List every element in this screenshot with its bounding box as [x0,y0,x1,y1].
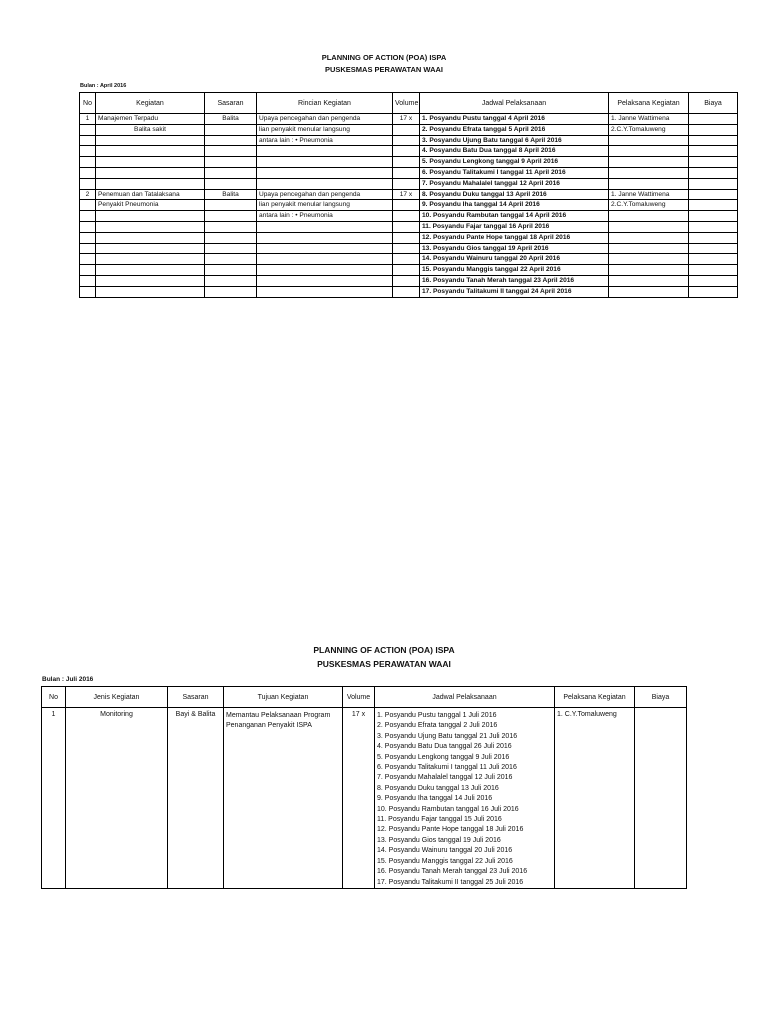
table-row [80,200,738,211]
cell-tujuan [224,708,343,889]
cell-rincian [257,232,393,243]
poa-table-april [79,92,738,298]
cell-pelaksana [609,157,689,168]
schedule-line: 10. Posyandu Rambutan tanggal 16 Juli 2016 [377,805,519,813]
cell-no [80,124,96,135]
cell-no [80,232,96,243]
header-biaya: Biaya [635,687,687,708]
cell-rincian [257,157,393,168]
cell-sasaran [205,135,257,146]
cell-rincian [257,265,393,276]
cell-sasaran [205,211,257,222]
table-row [80,221,738,232]
cell-biaya [689,178,738,189]
cell-biaya [689,146,738,157]
cell-no [80,157,96,168]
cell-jadwal: 6. Posyandu Talitakumi I tanggal 11 April 2016 [420,167,609,178]
cell-jadwal: 9. Posyandu Iha tanggal 14 April 2016 [420,200,609,211]
cell-jadwal: 3. Posyandu Ujung Batu tanggal 6 April 2016 [420,135,609,146]
cell-rincian: antara lain : • Pneumonia [257,135,393,146]
cell-volume [393,275,420,286]
cell-kegiatan [96,157,205,168]
cell-pelaksana [609,265,689,276]
doc1-title: PLANNING OF ACTION (POA) ISPA [321,53,447,62]
cell-pelaksana [609,211,689,222]
schedule-line: 6. Posyandu Talitakumi I tanggal 11 Juli 2016 [377,764,517,772]
schedule-line: 1. Posyandu Pustu tanggal 1 Juli 2016 [377,712,497,719]
cell-no [80,200,96,211]
cell-jadwal: 4. Posyandu Batu Dua tanggal 8 April 2016 [420,146,609,157]
cell-volume [393,254,420,265]
header-sasaran: Sasaran [205,93,257,114]
cell-sasaran [205,254,257,265]
cell-pelaksana: 1. Janne Wattimena [609,189,689,200]
cell-pelaksana [609,254,689,265]
cell-jadwal: 11. Posyandu Fajar tanggal 16 April 2016 [420,221,609,232]
cell-kegiatan: Balita sakit [96,124,205,135]
cell-volume [393,167,420,178]
header-rincian: Rincian Kegiatan [257,93,393,114]
cell-rincian [257,254,393,265]
cell-pelaksana [609,232,689,243]
schedule-line: 14. Posyandu Wainuru tanggal 20 Juli 2016 [377,847,513,855]
table-row [80,124,738,135]
cell-sasaran [205,146,257,157]
cell-biaya [689,265,738,276]
table-header-row [80,93,738,114]
cell-kegiatan: Penemuan dan Tatalaksana [96,189,205,200]
cell-rincian [257,221,393,232]
cell-kegiatan [96,167,205,178]
header-kegiatan: Kegiatan [96,93,205,114]
cell-jadwal: 16. Posyandu Tanah Merah tanggal 23 April 2016 [420,275,609,286]
cell-biaya [689,200,738,211]
cell-biaya [689,254,738,265]
schedule-line: 9. Posyandu Iha tanggal 14 Juli 2016 [377,795,493,803]
table-row [80,114,738,125]
header-tujuan: Tujuan Kegiatan [224,687,343,708]
table-row [80,135,738,146]
cell-rincian: Upaya pencegahan dan pengenda [257,114,393,125]
cell-volume [393,221,420,232]
cell-biaya [689,232,738,243]
cell-jadwal: 10. Posyandu Rambutan tanggal 14 April 2016 [420,211,609,222]
schedule-line: 17. Posyandu Talitakumi II tanggal 25 Juli 2016 [377,878,524,886]
cell-volume [393,135,420,146]
cell-no: 1 [80,114,96,125]
cell-pelaksana [609,221,689,232]
poa-table-juli [41,686,687,889]
doc2-subtitle: PUSKESMAS PERAWATAN WAAI [317,659,451,669]
cell-jadwal: 17. Posyandu Talitakumi II tanggal 24 April 2016 [420,286,609,297]
schedule-line: 8. Posyandu Duku tanggal 13 Juli 2016 [377,784,499,792]
cell-biaya [689,275,738,286]
cell-sasaran [205,178,257,189]
table-row [80,146,738,157]
cell-sasaran [205,275,257,286]
doc1-month-label: Bulan : April 2016 [80,83,127,89]
cell-kegiatan [96,232,205,243]
header-biaya: Biaya [689,93,738,114]
header-volume: Volume [393,93,420,114]
cell-sasaran [205,221,257,232]
cell-volume: 17 x [393,189,420,200]
cell-kegiatan: Penyakit Pneumonia [96,200,205,211]
schedule-line: 11. Posyandu Fajar tanggal 15 Juli 2016 [377,816,502,824]
cell-jadwal: 13. Posyandu Gios tanggal 19 April 2016 [420,243,609,254]
cell-pelaksana [609,286,689,297]
cell-volume: 17 x [343,708,375,889]
cell-biaya [689,286,738,297]
cell-no [80,254,96,265]
cell-no [80,135,96,146]
cell-volume [393,211,420,222]
cell-volume [393,200,420,211]
header-no: No [80,93,96,114]
cell-jadwal: 5. Posyandu Lengkong tanggal 9 April 2016 [420,157,609,168]
cell-kegiatan [96,243,205,254]
header-pelaksana: Pelaksana Kegiatan [609,93,689,114]
schedule-line: 15. Posyandu Manggis tanggal 22 Juli 2016 [377,857,513,865]
cell-no [80,265,96,276]
cell-rincian [257,167,393,178]
cell-biaya [689,211,738,222]
cell-sasaran [205,286,257,297]
cell-jadwal: 1. Posyandu Pustu tanggal 4 April 2016 [420,114,609,125]
cell-biaya [635,708,687,889]
poa-table-april-body [80,114,738,298]
table-row [42,708,687,889]
cell-kegiatan [96,286,205,297]
table-row [80,189,738,200]
cell-jadwal: 2. Posyandu Efrata tanggal 5 April 2016 [420,124,609,135]
cell-rincian: lian penyakit menular langsung [257,200,393,211]
cell-volume [393,146,420,157]
header-volume: Volume [343,687,375,708]
cell-pelaksana: 2.C.Y.Tomaluweng [609,124,689,135]
cell-volume [393,124,420,135]
table-row [80,167,738,178]
table-row [80,232,738,243]
cell-volume [393,286,420,297]
cell-no [80,243,96,254]
cell-jadwal: 14. Posyandu Wainuru tanggal 20 April 2016 [420,254,609,265]
cell-pelaksana: 1. Janne Wattimena [609,114,689,125]
schedule-line: 5. Posyandu Lengkong tanggal 9 Juli 2016 [377,753,510,761]
table-row [80,243,738,254]
cell-rincian: lian penyakit menular langsung [257,124,393,135]
cell-volume [393,243,420,254]
cell-biaya [689,157,738,168]
tujuan-line: Memantau Pelaksanaan Program [226,712,331,719]
cell-sasaran: Balita [205,114,257,125]
cell-sasaran [205,200,257,211]
cell-biaya [689,221,738,232]
table-row [80,286,738,297]
cell-kegiatan: Manajemen Terpadu [96,114,205,125]
tujuan-line: Penanganan Penyakit ISPA [226,722,312,730]
schedule-line: 16. Posyandu Tanah Merah tanggal 23 Juli 2016 [377,868,528,876]
cell-biaya [689,167,738,178]
cell-rincian [257,243,393,254]
cell-pelaksana [609,167,689,178]
header-jadwal: Jadwal Pelaksanaan [375,687,555,708]
cell-biaya [689,135,738,146]
schedule-line: 7. Posyandu Mahalalel tanggal 12 Juli 2016 [377,774,513,782]
cell-jenis-kegiatan: Monitoring [66,708,168,889]
cell-no: 2 [80,189,96,200]
cell-kegiatan [96,254,205,265]
cell-volume [393,178,420,189]
cell-no: 1 [42,708,66,889]
table-row [80,157,738,168]
doc2-title: PLANNING OF ACTION (POA) ISPA [313,645,455,655]
schedule-line: 2. Posyandu Efrata tanggal 2 Juli 2016 [377,722,498,730]
cell-no [80,211,96,222]
cell-volume [393,232,420,243]
schedule-line: 12. Posyandu Pante Hope tanggal 18 Juli 2016 [377,826,524,834]
cell-kegiatan [96,135,205,146]
schedule-line: 4. Posyandu Batu Dua tanggal 26 Juli 2016 [377,743,512,751]
doc2-month-label: Bulan : Juli 2016 [42,676,94,683]
cell-kegiatan [96,265,205,276]
cell-rincian [257,178,393,189]
table-row [80,265,738,276]
cell-jadwal: 7. Posyandu Mahalalel tanggal 12 April 2016 [420,178,609,189]
cell-kegiatan [96,146,205,157]
cell-volume [393,265,420,276]
cell-jadwal: 12. Posyandu Pante Hope tanggal 18 April 2016 [420,232,609,243]
cell-jadwal [375,708,555,889]
doc1-subtitle: PUSKESMAS PERAWATAN WAAI [324,65,444,74]
cell-sasaran [205,167,257,178]
cell-biaya [689,189,738,200]
cell-pelaksana [609,178,689,189]
cell-no [80,178,96,189]
cell-sasaran: Bayi & Balita [168,708,224,889]
cell-rincian [257,275,393,286]
cell-sasaran [205,157,257,168]
table-row [80,275,738,286]
cell-biaya [689,243,738,254]
cell-kegiatan [96,275,205,286]
cell-rincian [257,286,393,297]
cell-kegiatan [96,221,205,232]
table-header-row [42,687,687,708]
header-jenis-kegiatan: Jenis Kegiatan [66,687,168,708]
header-pelaksana: Pelaksana Kegiatan [555,687,635,708]
cell-no [80,167,96,178]
schedule-line: 13. Posyandu Gios tanggal 19 Juli 2016 [377,836,501,844]
header-no: No [42,687,66,708]
cell-rincian [257,146,393,157]
cell-rincian: antara lain : • Pneumonia [257,211,393,222]
header-sasaran: Sasaran [168,687,224,708]
cell-sasaran [205,243,257,254]
cell-volume: 17 x [393,114,420,125]
cell-no [80,221,96,232]
cell-biaya [689,124,738,135]
schedule-line: 3. Posyandu Ujung Batu tanggal 21 Juli 2016 [377,732,518,740]
cell-pelaksana: 2.C.Y.Tomaluweng [609,200,689,211]
cell-sasaran: Balita [205,189,257,200]
cell-no [80,275,96,286]
cell-pelaksana: 1. C.Y.Tomaluweng [555,708,635,889]
cell-sasaran [205,124,257,135]
table-row [80,254,738,265]
table-row [80,178,738,189]
cell-pelaksana [609,243,689,254]
cell-rincian: Upaya pencegahan dan pengenda [257,189,393,200]
cell-biaya [689,114,738,125]
header-jadwal: Jadwal Pelaksanaan [420,93,609,114]
cell-pelaksana [609,275,689,286]
cell-sasaran [205,265,257,276]
cell-kegiatan [96,211,205,222]
table-row [80,211,738,222]
cell-jadwal: 8. Posyandu Duku tanggal 13 April 2016 [420,189,609,200]
cell-sasaran [205,232,257,243]
cell-pelaksana [609,146,689,157]
cell-no [80,146,96,157]
cell-pelaksana [609,135,689,146]
cell-no [80,286,96,297]
cell-jadwal: 15. Posyandu Manggis tanggal 22 April 2016 [420,265,609,276]
cell-volume [393,157,420,168]
cell-kegiatan [96,178,205,189]
